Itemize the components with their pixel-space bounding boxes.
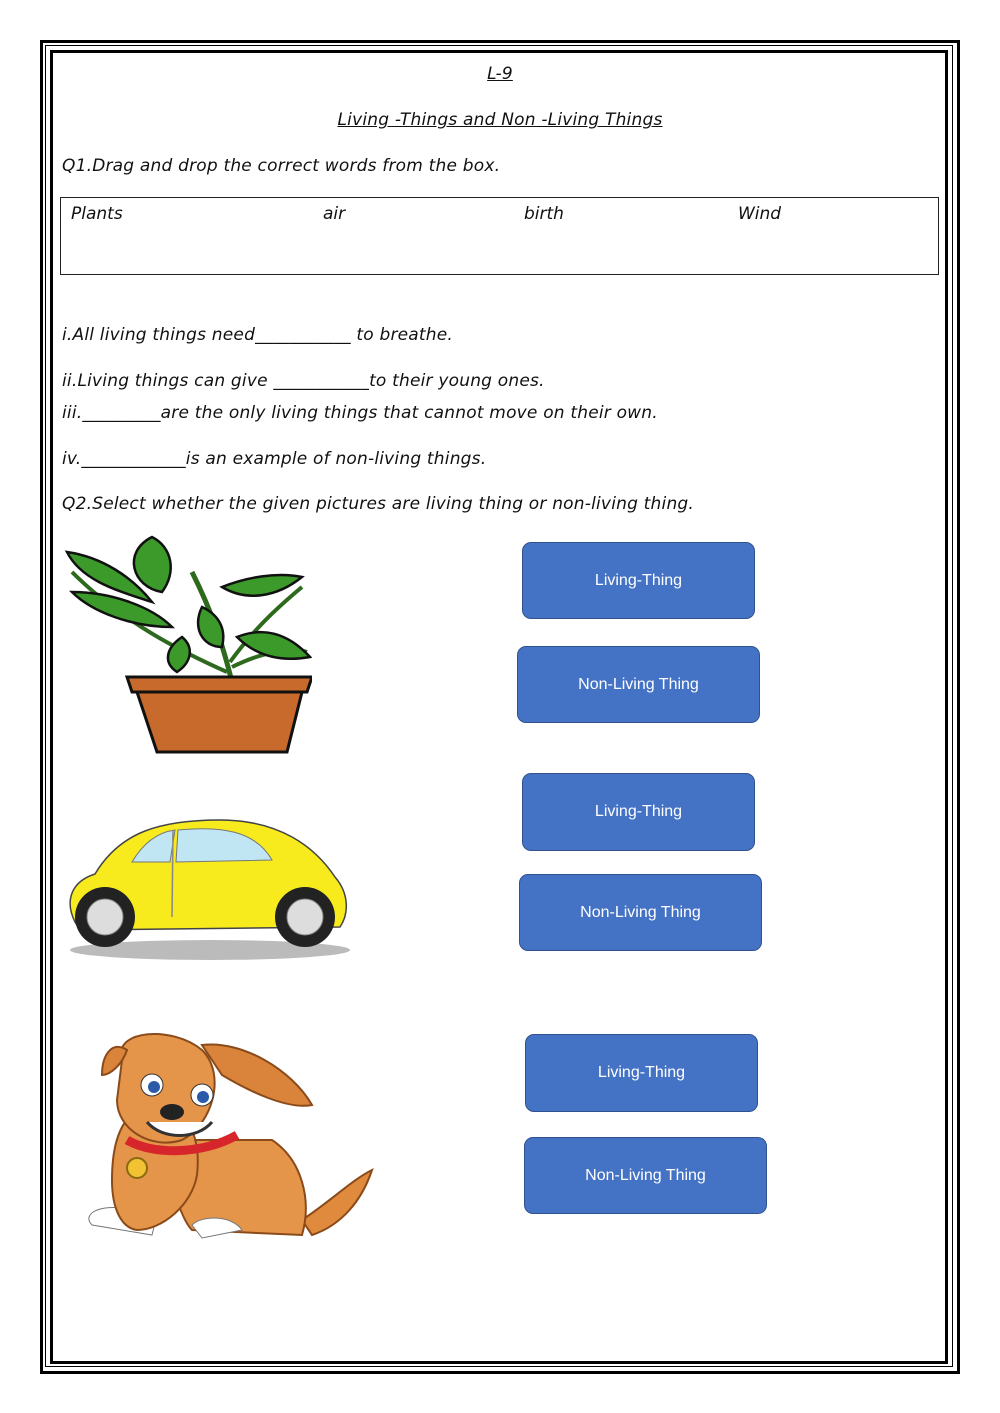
puppy-icon: [72, 1030, 382, 1245]
q1-instruction: Q1.Drag and drop the correct words from the box.: [62, 156, 501, 176]
word-plants[interactable]: Plants: [71, 204, 123, 224]
q2-instruction: Q2.Select whether the given pictures are living thing or non-living thing.: [62, 494, 695, 514]
sentence-1[interactable]: i.All living things need___________ to breathe.: [62, 325, 454, 345]
lesson-number: L-9: [487, 64, 513, 84]
word-air[interactable]: air: [323, 204, 346, 224]
yellow-car-icon: [60, 812, 350, 962]
potted-plant-icon: [62, 532, 312, 757]
dog-non-living-thing-button[interactable]: Non-Living Thing: [524, 1137, 767, 1214]
car-non-living-thing-button[interactable]: Non-Living Thing: [519, 874, 762, 951]
sentence-2[interactable]: ii.Living things can give ___________to their young ones.: [62, 371, 545, 391]
word-wind[interactable]: Wind: [738, 204, 782, 224]
dog-living-thing-button[interactable]: Living-Thing: [525, 1034, 758, 1112]
sentence-4[interactable]: iv.____________is an example of non-living things.: [62, 449, 487, 469]
worksheet-title: Living -Things and Non -Living Things: [337, 110, 663, 130]
sentence-3[interactable]: iii._________are the only living things that cannot move on their own.: [62, 403, 658, 423]
plant-non-living-thing-button[interactable]: Non-Living Thing: [517, 646, 760, 723]
car-living-thing-button[interactable]: Living-Thing: [522, 773, 755, 851]
plant-living-thing-button[interactable]: Living-Thing: [522, 542, 755, 619]
word-bank: [60, 197, 939, 275]
word-birth[interactable]: birth: [524, 204, 564, 224]
